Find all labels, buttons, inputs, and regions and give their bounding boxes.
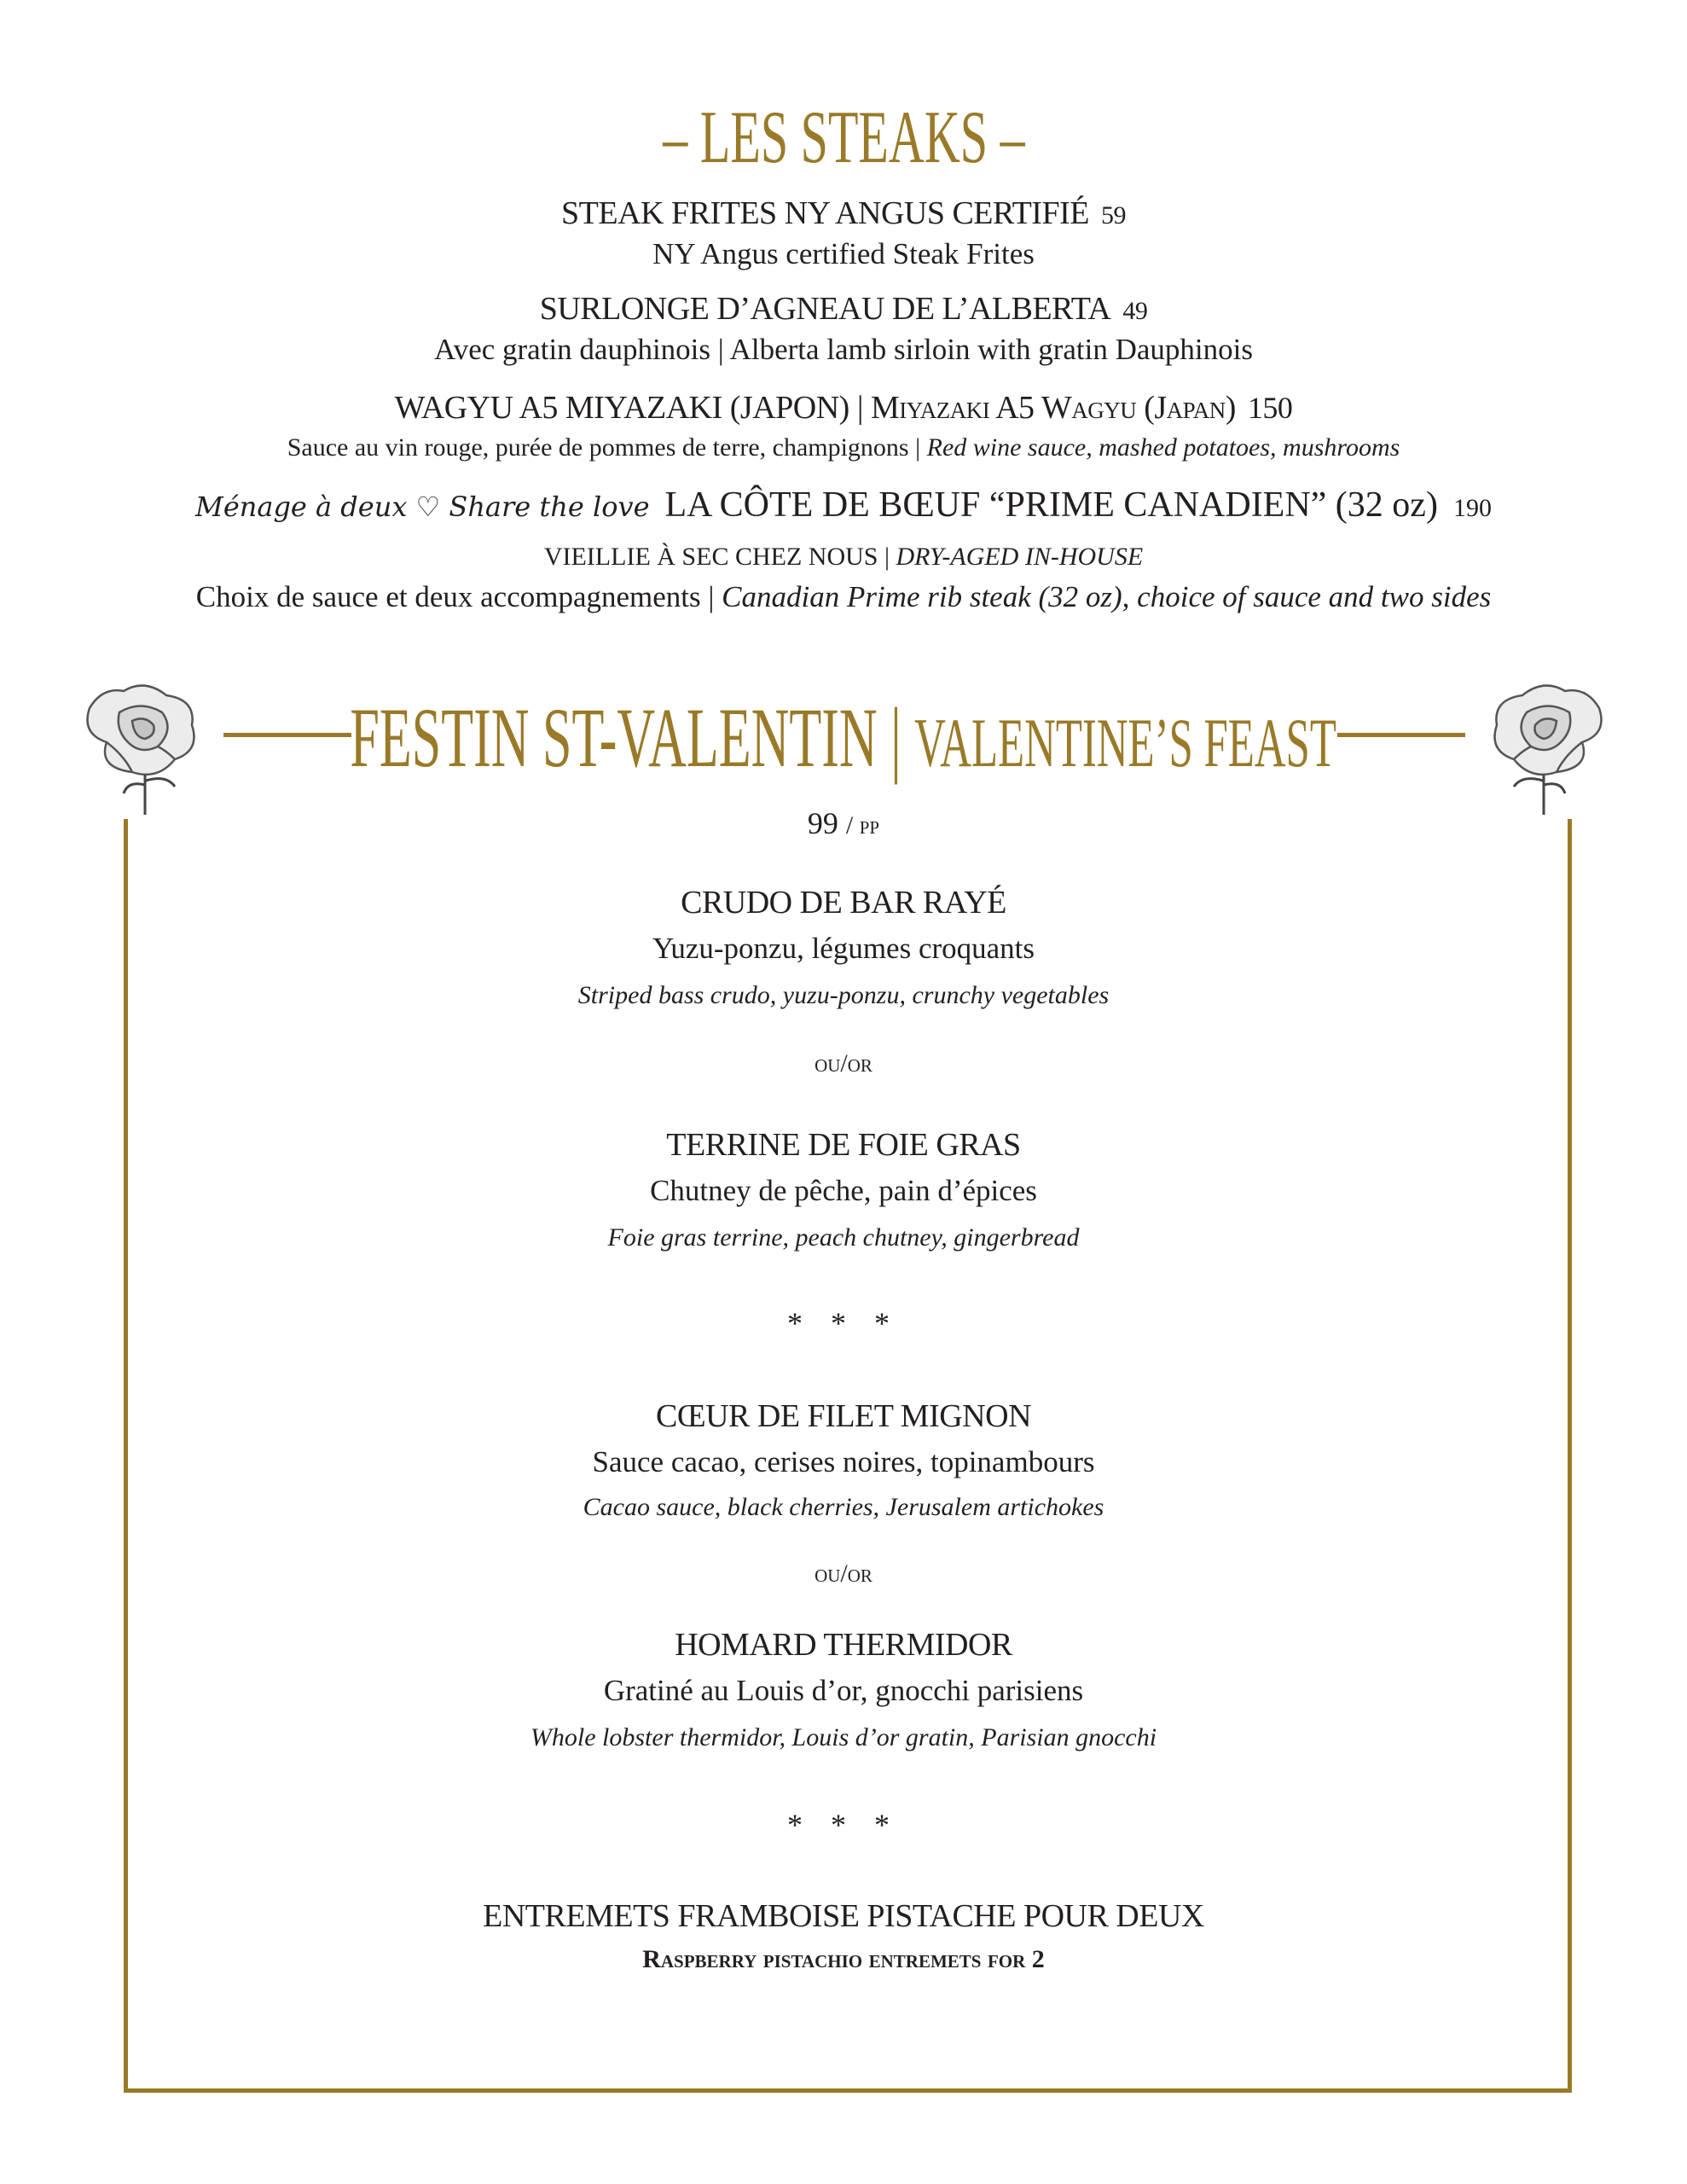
dish-wagyu: WAGYU A5 MIYAZAKI (JAPON) | Miyazaki A5 Wagyu (Japan) 150 bbox=[394, 390, 1293, 426]
course-separator: * * * bbox=[787, 1306, 900, 1340]
or-label: ou/or bbox=[815, 1560, 872, 1588]
dish-homard-en: Whole lobster thermidor, Louis d’or gratin, Parisian gnocchi bbox=[530, 1723, 1157, 1751]
steaks-title: – LES STEAKS – bbox=[662, 96, 1025, 179]
dish-foie-gras-en: Foie gras terrine, peach chutney, gingerbread bbox=[607, 1223, 1080, 1252]
feast-title: FESTIN ST-VALENTIN | VALENTINE’S FEAST bbox=[350, 690, 1337, 785]
dish-foie-gras: TERRINE DE FOIE GRAS bbox=[666, 1127, 1021, 1163]
price: 59 bbox=[1100, 201, 1126, 229]
price: 150 bbox=[1247, 391, 1293, 425]
dish-crudo-en: Striped bass crudo, yuzu-ponzu, crunchy vegetables bbox=[577, 981, 1110, 1009]
course-separator: * * * bbox=[787, 1808, 900, 1842]
dish-entremets: ENTREMETS FRAMBOISE PISTACHE POUR DEUX bbox=[483, 1898, 1204, 1934]
dish-cote-desc: Choix de sauce et deux accompagnements | Canadian Prime rib steak (32 oz), choice of sauce and two sides bbox=[195, 580, 1492, 613]
price: 190 bbox=[1452, 494, 1492, 522]
dish-lamb-sirloin-desc: Avec gratin dauphinois | Alberta lamb sirloin with gratin Dauphinois bbox=[434, 333, 1253, 366]
dish-entremets-en: Raspberry pistachio entremets for 2 bbox=[642, 1945, 1045, 1973]
dish-steak-frites-desc: NY Angus certified Steak Frites bbox=[652, 237, 1035, 270]
dish-foie-gras-fr: Chutney de pêche, pain d’épices bbox=[650, 1174, 1037, 1207]
dish-filet-mignon-fr: Sauce cacao, cerises noires, topinambours bbox=[592, 1445, 1095, 1478]
dish-wagyu-desc: Sauce au vin rouge, purée de pommes de terre, champignons | Red wine sauce, mashed potatoes, mushrooms bbox=[287, 433, 1400, 462]
share-tagline: Ménage à deux ♡ Share the love bbox=[195, 491, 650, 523]
dish-filet-mignon: CŒUR DE FILET MIGNON bbox=[655, 1398, 1032, 1434]
dish-homard-fr: Gratiné au Louis d’or, gnocchi parisiens bbox=[603, 1674, 1084, 1707]
dish-crudo-fr: Yuzu-ponzu, légumes croquants bbox=[652, 932, 1035, 965]
price: 49 bbox=[1122, 297, 1148, 325]
dish-lamb-sirloin: SURLONGE D’AGNEAU DE L’ALBERTA 49 bbox=[539, 291, 1148, 327]
feast-price: 99 / pp bbox=[807, 806, 880, 840]
dish-homard: HOMARD THERMIDOR bbox=[675, 1627, 1012, 1663]
dish-cote-aging: VIEILLIE À SEC CHEZ NOUS | DRY-AGED IN-HOUSE bbox=[543, 543, 1144, 571]
or-label: ou/or bbox=[815, 1049, 872, 1077]
dish-cote-de-boeuf: Ménage à deux ♡ Share the love LA CÔTE DE BŒUF “PRIME CANADIEN” (32 oz) 190 bbox=[195, 485, 1492, 525]
dish-filet-mignon-en: Cacao sauce, black cherries, Jerusalem artichokes bbox=[583, 1493, 1104, 1521]
dish-crudo: CRUDO DE BAR RAYÉ bbox=[681, 885, 1006, 921]
dish-steak-frites: STEAK FRITES NY ANGUS CERTIFIÉ 59 bbox=[561, 195, 1126, 231]
